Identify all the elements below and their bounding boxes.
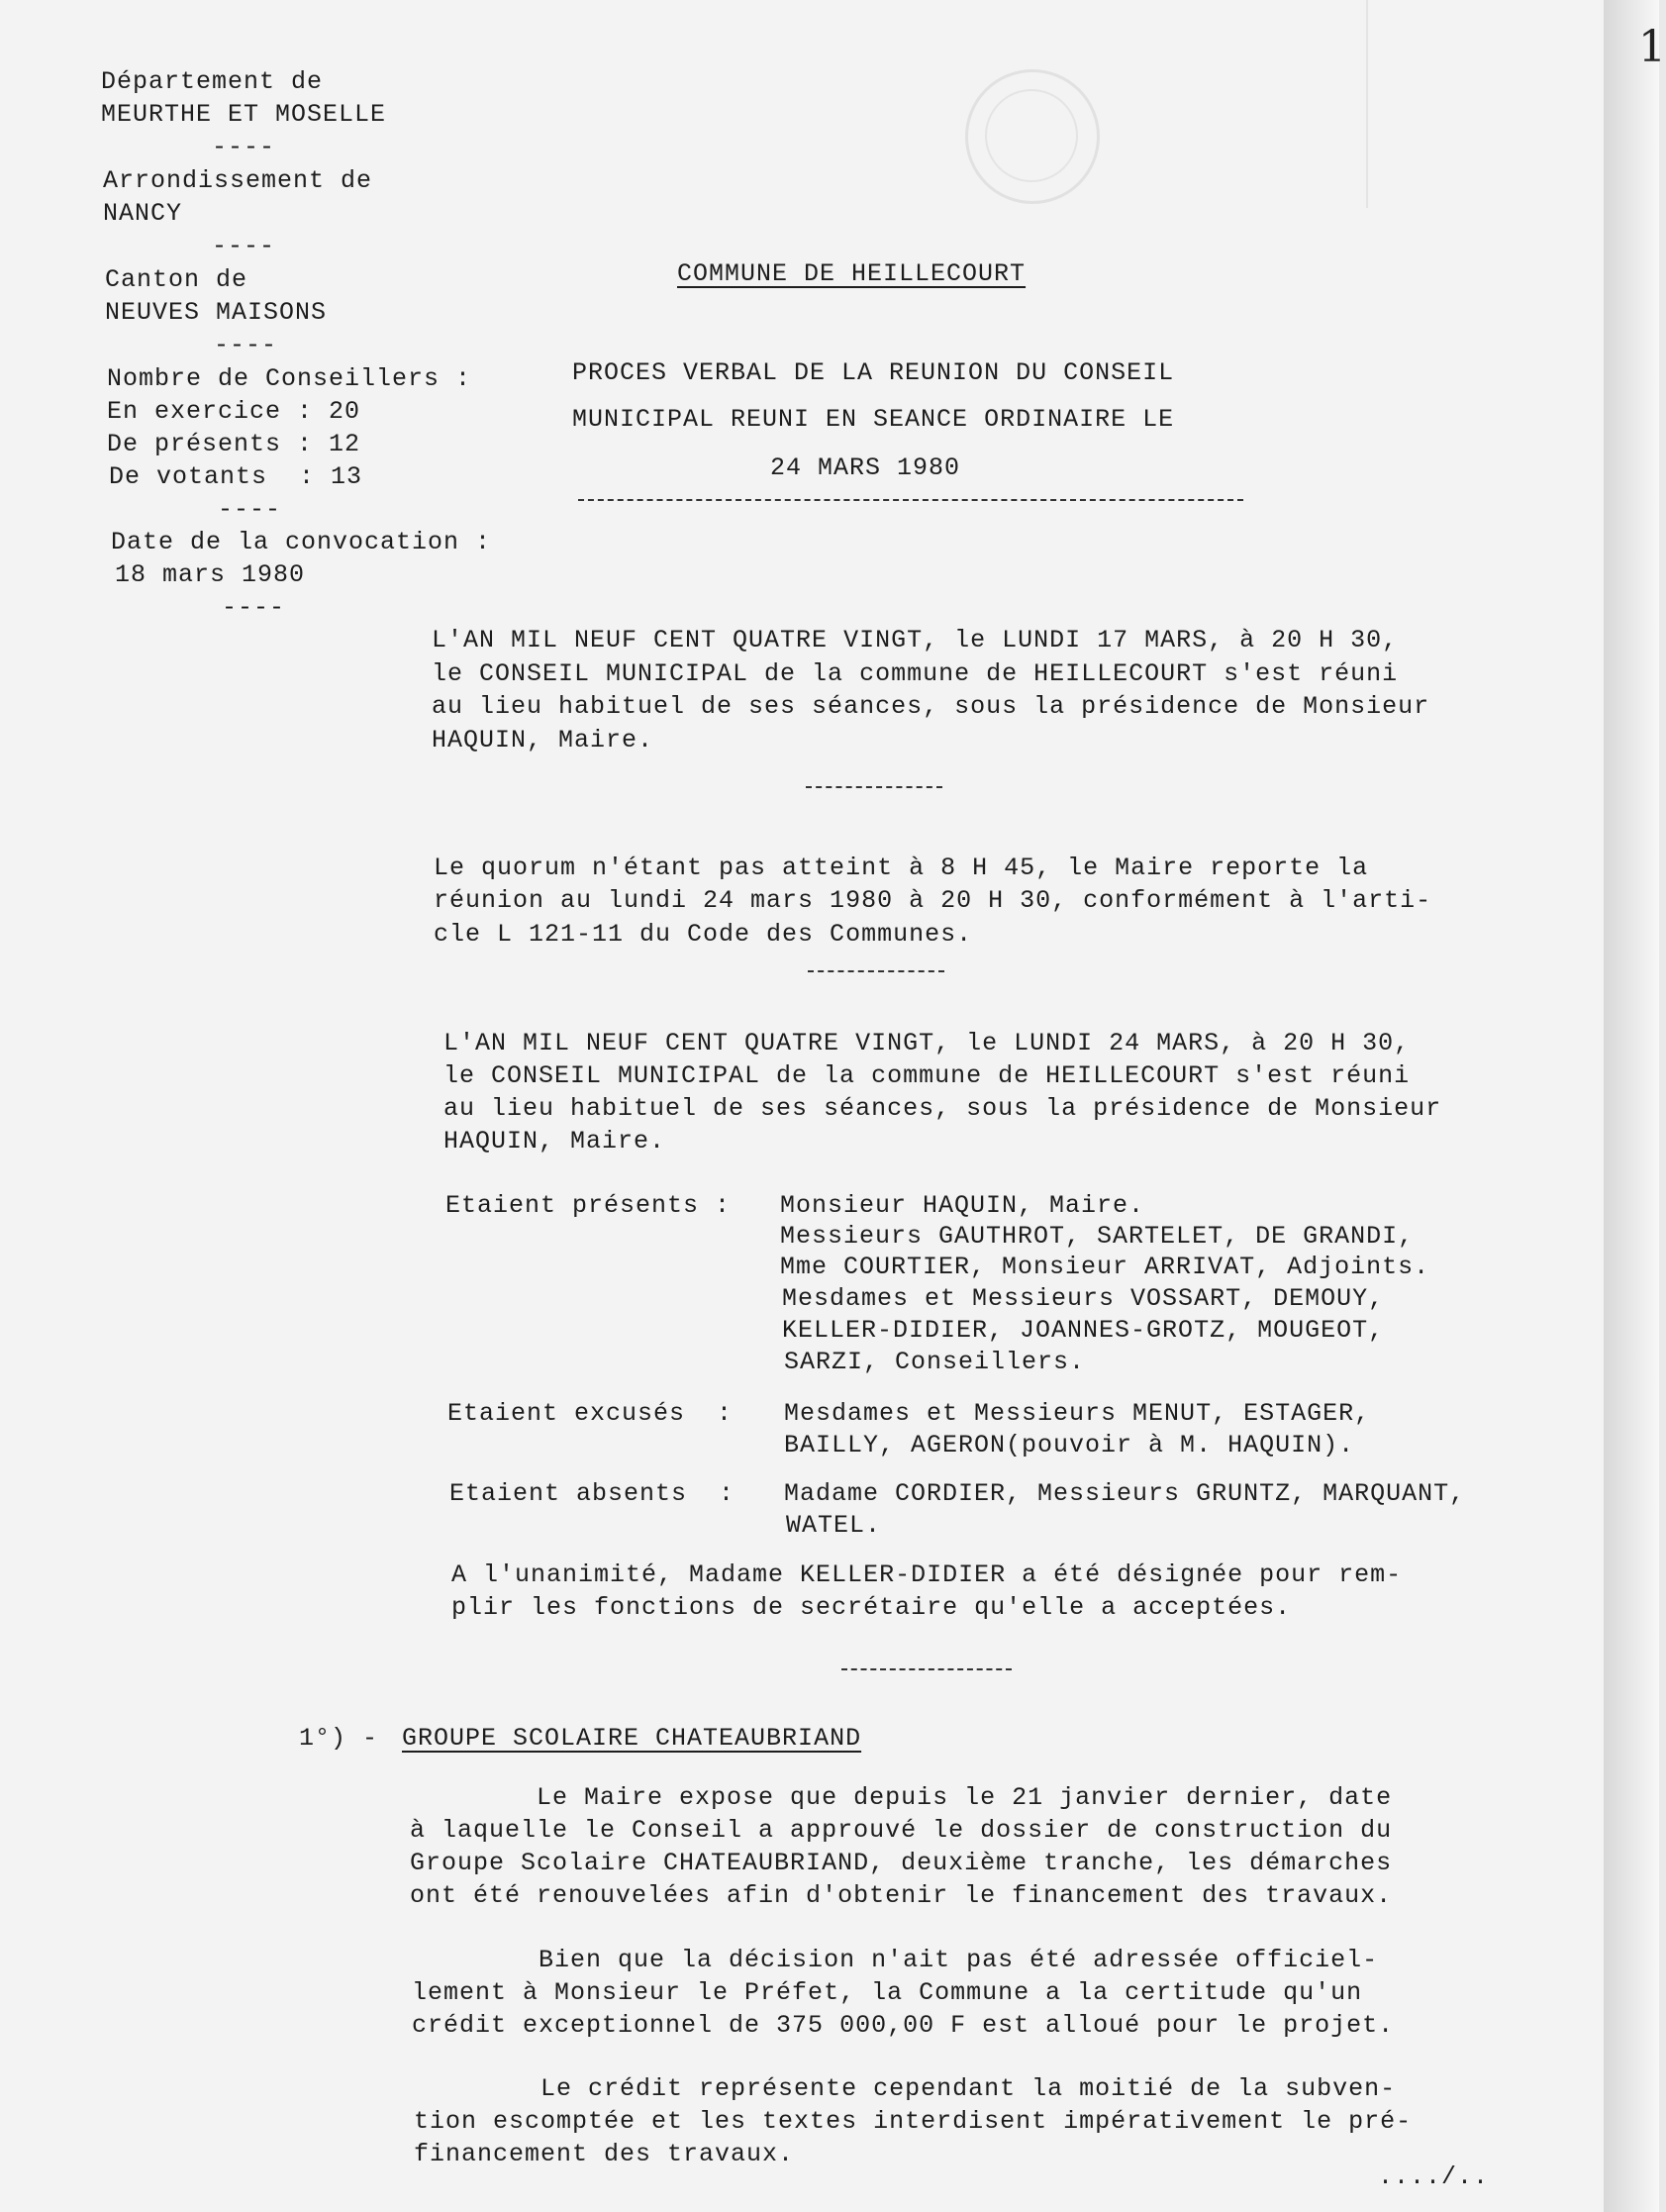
pv-title-line2: MUNICIPAL REUNI EN SEANCE ORDINAIRE LE [572, 405, 1175, 434]
pv-title-line1: PROCES VERBAL DE LA REUNION DU CONSEIL [572, 358, 1175, 387]
conseillers-exercice: En exercice : 20 [107, 397, 361, 426]
canton-name: NEUVES MAISONS [105, 298, 328, 327]
convocation-label: Date de la convocation : [111, 528, 492, 556]
commune-title: COMMUNE DE HEILLECOURT [677, 259, 1027, 288]
absents-line: Madame CORDIER, Messieurs GRUNTZ, MARQUANT, [784, 1479, 1466, 1508]
para3-line: HAQUIN, Maire. [443, 1127, 666, 1156]
bleed-through-line [1366, 0, 1368, 208]
section-p3-line: Le crédit représente cependant la moitié de la subven- [414, 2074, 1397, 2103]
separator-dashes [806, 786, 942, 788]
para2-line: réunion au lundi 24 mars 1980 à 20 H 30, conformément à l'arti- [434, 886, 1432, 915]
conseillers-votants: De votants : 13 [109, 462, 363, 491]
section-p1-line: à laquelle le Conseil a approuvé le dossier de construction du [410, 1816, 1393, 1845]
section-p2-line: lement à Monsieur le Préfet, la Commune a la certitude qu'un [412, 1978, 1363, 2007]
section-p1-line: Groupe Scolaire CHATEAUBRIAND, deuxième tranche, les démarches [410, 1849, 1393, 1877]
section-p3-line: tion escomptée et les textes interdisent impérativement le pré- [414, 2107, 1413, 2136]
absents-line: WATEL. [786, 1511, 882, 1540]
next-sheet-edge [1604, 0, 1659, 2212]
para3-line: au lieu habituel de ses séances, sous la présidence de Monsieur [443, 1094, 1442, 1123]
secretaire-line: plir les fonctions de secrétaire qu'elle a acceptées. [451, 1593, 1292, 1622]
section-p2-line: crédit exceptionnel de 375 000,00 F est alloué pour le projet. [412, 2011, 1395, 2040]
arrondissement-name: NANCY [103, 199, 183, 228]
section-p1-line: ont été renouvelées afin d'obtenir le financement des travaux. [410, 1881, 1393, 1910]
presents-line: Messieurs GAUTHROT, SARTELET, DE GRANDI, [780, 1222, 1415, 1251]
department-label: Département de [101, 67, 324, 96]
title-separator [578, 499, 1243, 501]
separator-dashes [841, 1668, 1012, 1670]
para3-line: le CONSEIL MUNICIPAL de la commune de HEILLECOURT s'est réuni [443, 1061, 1411, 1090]
separator-dashes [808, 970, 944, 972]
section-title: GROUPE SCOLAIRE CHATEAUBRIAND [402, 1724, 862, 1753]
presents-line: Mesdames et Messieurs VOSSART, DEMOUY, [782, 1284, 1385, 1313]
para1-line: HAQUIN, Maire. [432, 726, 654, 754]
section-number: 1°) - [299, 1724, 379, 1753]
para1-line: au lieu habituel de ses séances, sous la présidence de Monsieur [432, 692, 1430, 721]
convocation-date: 18 mars 1980 [115, 560, 306, 589]
secretaire-line: A l'unanimité, Madame KELLER-DIDIER a été désignée pour rem- [451, 1560, 1403, 1589]
presents-line: Mme COURTIER, Monsieur ARRIVAT, Adjoints. [780, 1253, 1430, 1281]
absents-label: Etaient absents : [449, 1479, 735, 1508]
separator: ---- [212, 133, 276, 161]
presents-line: KELLER-DIDIER, JOANNES-GROTZ, MOUGEOT, [782, 1316, 1385, 1345]
presents-label: Etaient présents : [445, 1191, 732, 1220]
conseillers-presents: De présents : 12 [107, 430, 361, 458]
conseillers-count-label: Nombre de Conseillers : [107, 364, 472, 393]
para1-line: L'AN MIL NEUF CENT QUATRE VINGT, le LUNDI 17 MARS, à 20 H 30, [432, 626, 1399, 654]
bleed-through-seal-inner-icon [985, 89, 1078, 182]
excuses-label: Etaient excusés : [447, 1399, 734, 1428]
section-p3-line: financement des travaux. [414, 2140, 795, 2168]
section-p1-line: Le Maire expose que depuis le 21 janvier dernier, date [410, 1783, 1393, 1812]
section-p2-line: Bien que la décision n'ait pas été adressée officiel- [412, 1946, 1379, 1974]
presents-line: SARZI, Conseillers. [784, 1348, 1086, 1376]
separator: ---- [222, 593, 286, 622]
continuation-mark: ..../.. [1378, 2162, 1490, 2191]
para2-line: Le quorum n'étant pas atteint à 8 H 45, le Maire reporte la [434, 854, 1369, 882]
para2-line: cle L 121-11 du Code des Communes. [434, 920, 973, 949]
page-number: 1 [1638, 22, 1666, 72]
para3-line: L'AN MIL NEUF CENT QUATRE VINGT, le LUNDI 24 MARS, à 20 H 30, [443, 1029, 1411, 1057]
department-name: MEURTHE ET MOSELLE [101, 100, 387, 129]
separator: ---- [214, 331, 278, 359]
presents-line: Monsieur HAQUIN, Maire. [780, 1191, 1145, 1220]
canton-label: Canton de [105, 265, 248, 294]
separator: ---- [218, 495, 282, 524]
para1-line: le CONSEIL MUNICIPAL de la commune de HEILLECOURT s'est réuni [432, 659, 1399, 688]
separator: ---- [212, 232, 276, 260]
pv-title-date: 24 MARS 1980 [770, 453, 961, 482]
arrondissement-label: Arrondissement de [103, 166, 373, 195]
excuses-line: BAILLY, AGERON(pouvoir à M. HAQUIN). [784, 1431, 1355, 1459]
excuses-line: Mesdames et Messieurs MENUT, ESTAGER, [784, 1399, 1371, 1428]
